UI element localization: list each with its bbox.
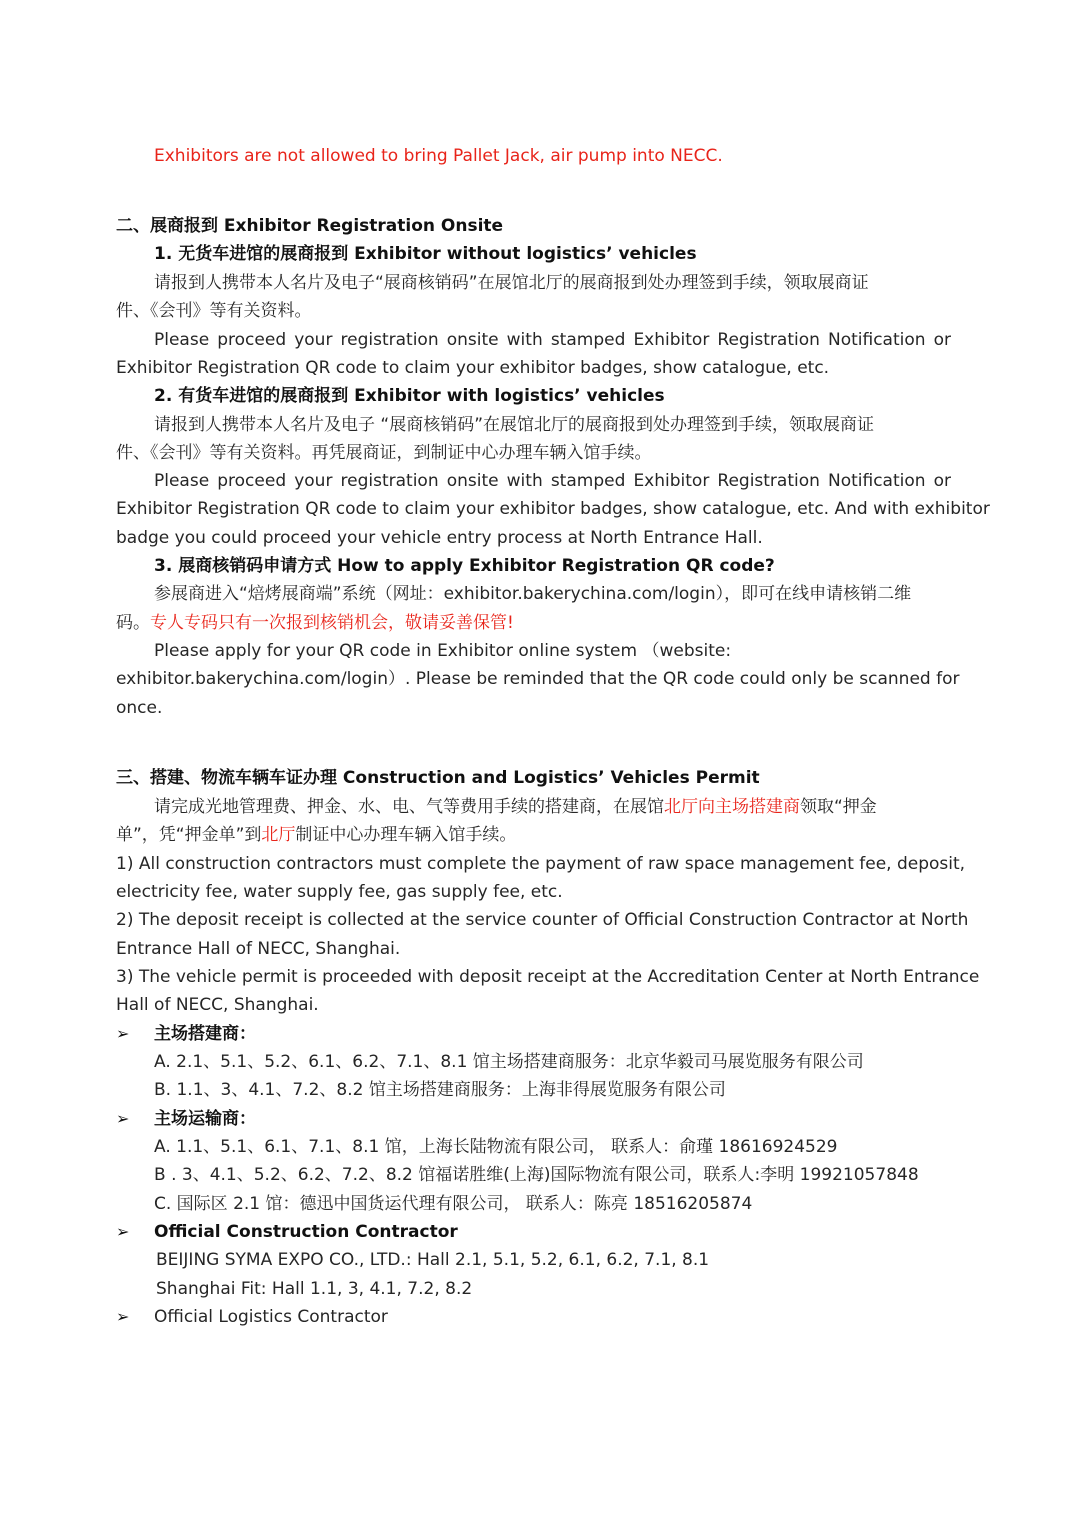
sub2-cn-line1: 请报到人携带本人名片及电子 “展商核销码”在展馆北厅的展商报到处办理签到手续，领取展商证 xyxy=(154,415,875,435)
bullet-arrow-icon: ➢ xyxy=(116,1024,130,1043)
contractor-cn-a: A. 2.1、5.1、5.2、6.1、6.2、7.1、8.1 馆主场搭建商服务：北京华毅司马展览服务有限公司 xyxy=(154,1052,864,1072)
sub3-cn-line2: 码。专人专码只有一次报到核销机会，敬请妥善保管! xyxy=(116,613,514,633)
warning-text: Exhibitors are not allowed to bring Pallet Jack, air pump into NECC. xyxy=(154,146,723,166)
sub1-cn-line1: 请报到人携带本人名片及电子“展商核销码”在展馆北厅的展商报到处办理签到手续，领取展商证 xyxy=(154,273,869,293)
item3-line1: 3) The vehicle permit is proceeded with deposit receipt at the Accreditation Center at North Entrance xyxy=(116,967,980,987)
item2-line1: 2) The deposit receipt is collected at the service counter of Official Construction Contractor at North xyxy=(116,910,969,930)
sub1-en-line1: Please proceed your registration onsite with stamped Exhibitor Registration Notification or xyxy=(154,330,951,350)
bullet-arrow-icon: ➢ xyxy=(116,1222,130,1241)
sub3-heading: 3. 展商核销码申请方式 How to apply Exhibitor Registration QR code? xyxy=(154,556,775,576)
sub2-heading: 2. 有货车进馆的展商报到 Exhibitor with logistics’ vehicles xyxy=(154,386,665,406)
contractor-cn-heading: 主场搭建商： xyxy=(154,1024,256,1044)
north-hall-highlight: 北厅 xyxy=(261,825,296,845)
sub2-en-line2: Exhibitor Registration QR code to claim your exhibitor badges, show catalogue, etc. And with exhibitor xyxy=(116,499,990,519)
section3-heading: 三、搭建、物流车辆车证办理 Construction and Logistics’ Vehicles Permit xyxy=(116,768,760,788)
sub1-cn-line2: 件、《会刊》等有关资料。 xyxy=(116,301,312,321)
section2-heading: 二、展商报到 Exhibitor Registration Onsite xyxy=(116,216,504,236)
item1-line2: electricity fee, water supply fee, gas supply fee, etc. xyxy=(116,882,563,902)
north-hall-contractor-highlight: 北厅向主场搭建商 xyxy=(664,797,800,817)
item3-line2: Hall of NECC, Shanghai. xyxy=(116,995,319,1015)
bullet-arrow-icon: ➢ xyxy=(116,1307,130,1326)
logistics-cn-c: C. 国际区 2.1 馆：德迅中国货运代理有限公司， 联系人：陈亮 18516205874 xyxy=(154,1194,753,1214)
bullet-arrow-icon: ➢ xyxy=(116,1109,130,1128)
logistics-cn-a: A. 1.1、5.1、6.1、7.1、8.1 馆，上海长陆物流有限公司， 联系人：俞瑾 18616924529 xyxy=(154,1137,838,1157)
sub1-en-line2: Exhibitor Registration QR code to claim your exhibitor badges, show catalogue, etc. xyxy=(116,358,830,378)
sub2-en-line1: Please proceed your registration onsite with stamped Exhibitor Registration Notification or xyxy=(154,471,951,491)
contractor-en-a: BEIJING SYMA EXPO CO., LTD.: Hall 2.1, 5.1, 5.2, 6.1, 6.2, 7.1, 8.1 xyxy=(156,1250,710,1270)
logistics-cn-heading: 主场运输商： xyxy=(154,1109,256,1129)
logistics-cn-b: B . 3、4.1、5.2、6.2、7.2、8.2 馆福诺胜维(上海)国际物流有限公司，联系人:李明 19921057848 xyxy=(154,1165,919,1185)
sub3-en-line3: once. xyxy=(116,698,163,718)
section3-cn-line2: 单”，凭“押金单”到北厅制证中心办理车辆入馆手续。 xyxy=(116,825,517,845)
item1-line1: 1) All construction contractors must complete the payment of raw space management fee, deposit, xyxy=(116,854,966,874)
sub1-heading: 1. 无货车进馆的展商报到 Exhibitor without logistics’ vehicles xyxy=(154,244,697,264)
sub3-cn-line1: 参展商进入“焙烤展商端”系统（网址：exhibitor.bakerychina.com/login），即可在线申请核销二维 xyxy=(154,584,912,604)
contractor-cn-b: B. 1.1、3、4.1、7.2、8.2 馆主场搭建商服务：上海非得展览服务有限公司 xyxy=(154,1080,726,1100)
section3-cn-line1: 请完成光地管理费、押金、水、电、气等费用手续的搭建商，在展馆北厅向主场搭建商领取“押金 xyxy=(154,797,877,817)
contractor-en-b: Shanghai Fit: Hall 1.1, 3, 4.1, 7.2, 8.2 xyxy=(156,1279,473,1299)
sub2-en-line3: badge you could proceed your vehicle entry process at North Entrance Hall. xyxy=(116,528,763,548)
sub3-cn-warning: 专人专码只有一次报到核销机会，敬请妥善保管! xyxy=(150,613,514,633)
item2-line2: Entrance Hall of NECC, Shanghai. xyxy=(116,939,401,959)
logistics-en-heading: Official Logistics Contractor xyxy=(154,1307,388,1327)
sub3-en-line2: exhibitor.bakerychina.com/login）. Please be reminded that the QR code could only be scanned for xyxy=(116,669,960,689)
sub2-cn-line2: 件、《会刊》等有关资料。再凭展商证，到制证中心办理车辆入馆手续。 xyxy=(116,443,652,463)
sub3-en-line1: Please apply for your QR code in Exhibitor online system （website: xyxy=(154,641,732,661)
contractor-en-heading: Official Construction Contractor xyxy=(154,1222,458,1242)
